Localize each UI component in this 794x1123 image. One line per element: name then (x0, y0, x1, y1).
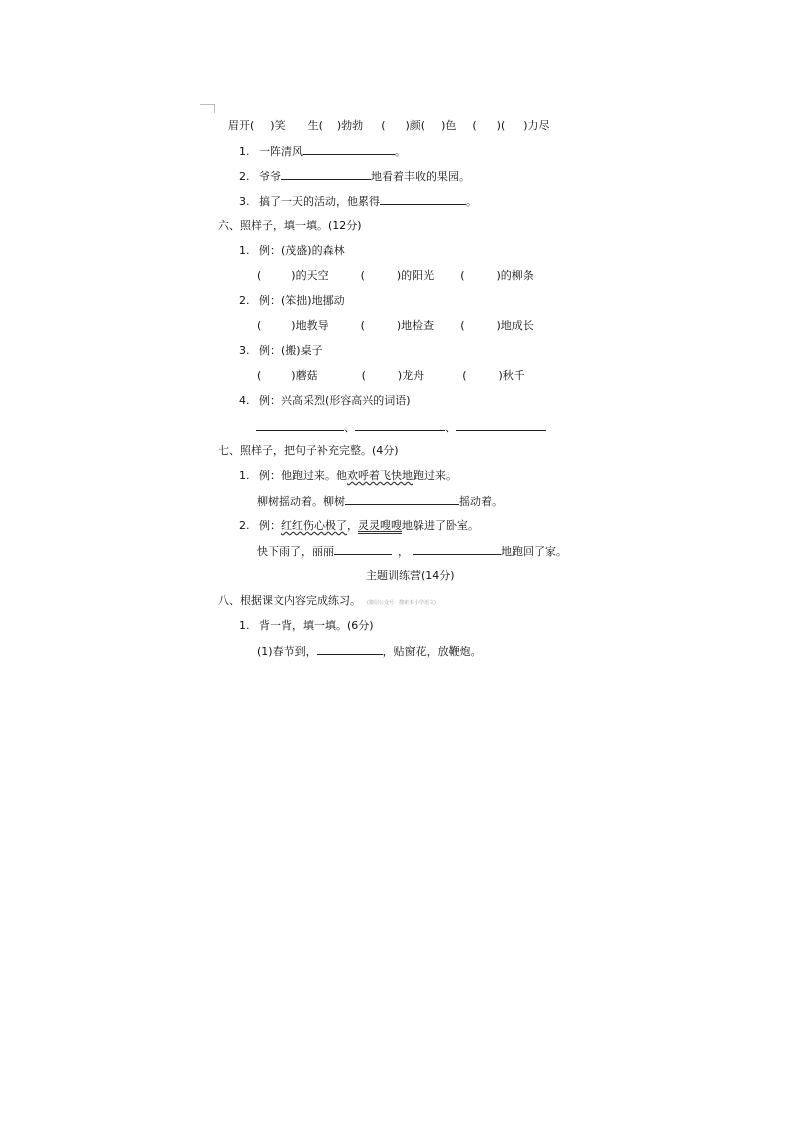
paren: ( (360, 319, 365, 332)
paren: ( (460, 269, 465, 282)
answer-blank[interactable] (303, 144, 395, 155)
example-underlined: 灵灵嗖嗖 (358, 519, 402, 532)
s7-q1-fill (257, 494, 503, 509)
answer-blank[interactable] (334, 544, 392, 555)
phrase: )的柳条 (496, 269, 534, 282)
idiom-part: )笑 (270, 119, 286, 132)
phrase: )龙舟 (397, 369, 425, 382)
section-8-title: 八、根据课文内容完成练习。 (218, 594, 361, 607)
s6-q4-blanks (256, 420, 546, 435)
section-6-title: 六、照样子，填一填。(12分) (218, 219, 362, 232)
theme-heading: 主题训练营(14分) (366, 569, 455, 582)
s7-q2-fill (257, 544, 567, 559)
idiom-part: 生( (307, 119, 323, 132)
s6-q1-example (239, 244, 345, 258)
item-number: 1. (239, 469, 250, 482)
idiom-part: 眉开( (228, 119, 255, 132)
idiom-part: )勃勃 (336, 119, 364, 132)
item-text: 快下雨了，丽丽 (257, 545, 334, 558)
item-text: (1)春节到， (257, 645, 317, 658)
s6-q3-blanks (257, 369, 525, 383)
example-text: 例：(茂盛)的森林 (259, 244, 345, 257)
item-text: ，贴窗花，放鞭炮。 (382, 645, 482, 658)
paren: ( (257, 269, 262, 282)
answer-blank[interactable] (345, 494, 459, 505)
paren: ( (462, 369, 467, 382)
s8-q1-sub1 (257, 644, 482, 659)
phrase: )蘑菇 (291, 369, 318, 382)
answer-blank[interactable] (413, 544, 501, 555)
answer-blank[interactable] (256, 420, 344, 431)
example-text: 例：(搬)桌子 (259, 344, 323, 357)
phrase: )地成长 (496, 319, 534, 332)
item-number: 4. (239, 394, 250, 407)
answer-blank[interactable] (380, 194, 466, 205)
example-underlined: 欢呼着飞快地 (347, 469, 413, 482)
phrase: )秋千 (498, 369, 525, 382)
item-text: ， (398, 545, 409, 558)
example-text: 例：兴高采烈(形容高兴的词语) (259, 394, 411, 407)
idiom-part: )力尽 (523, 119, 550, 132)
q5-item-3 (239, 194, 477, 209)
answer-blank[interactable] (355, 420, 445, 431)
phrase: )的阳光 (396, 269, 435, 282)
answer-blank[interactable] (281, 169, 371, 180)
example-text: 例：(笨拙)地挪动 (259, 294, 345, 307)
item-number: 3. (239, 344, 250, 357)
idiom-part: ( (472, 119, 477, 132)
item-text: 一阵清风 (259, 145, 303, 158)
item-text: 。 (395, 145, 406, 158)
answer-blank[interactable] (317, 644, 383, 655)
item-text: 地看着丰收的果园。 (371, 170, 470, 183)
idiom-part: )色 (441, 119, 457, 132)
item-text: 摇动着。 (459, 495, 503, 508)
section-7-title: 七、照样子，把句子补充完整。(4分) (218, 444, 399, 457)
example-text: 地躲进了卧室。 (402, 519, 479, 532)
s8-q1 (239, 619, 374, 633)
section-8-title-row (218, 594, 436, 610)
item-text: 地跑回了家。 (501, 545, 567, 558)
paren: ( (361, 369, 366, 382)
example-text: 例：他跑过来。他 (259, 469, 347, 482)
item-text: 搞了一天的活动，他累得 (259, 195, 380, 208)
watermark-note: (微信公众号：搜索本小学语文) (367, 600, 436, 606)
s7-q2-example (239, 519, 479, 533)
idiom-row (228, 119, 550, 133)
phrase: )的天空 (291, 269, 329, 282)
q5-item-2 (239, 169, 470, 184)
item-number: 2. (239, 170, 250, 183)
paren: ( (257, 369, 262, 382)
item-text: 背一背，填一填。(6分) (259, 619, 374, 632)
separator: 、 (445, 421, 456, 434)
item-number: 2. (239, 294, 250, 307)
example-underlined: 红红伤心极了 (281, 519, 347, 532)
phrase: )地检查 (396, 319, 435, 332)
s6-q2-blanks (257, 319, 534, 333)
idiom-part: )( (496, 119, 506, 132)
separator: 、 (344, 421, 355, 434)
item-text: 柳树摇动着。柳树 (257, 495, 345, 508)
item-number: 3. (239, 195, 250, 208)
item-number: 1. (239, 244, 250, 257)
item-number: 1. (239, 619, 250, 632)
paren: ( (460, 319, 465, 332)
idiom-part: )颜( (405, 119, 426, 132)
s6-q4-example (239, 394, 411, 408)
paren: ( (360, 269, 365, 282)
q5-item-1 (239, 144, 406, 159)
example-text: 跑过来。 (413, 469, 457, 482)
item-number: 1. (239, 145, 250, 158)
item-text: 。 (466, 195, 477, 208)
idiom-part: ( (381, 119, 386, 132)
s6-q1-blanks (257, 269, 534, 283)
s6-q2-example (239, 294, 345, 308)
example-text: ， (347, 519, 358, 532)
phrase: )地教导 (291, 319, 329, 332)
example-text: 例： (259, 519, 281, 532)
item-text: 爷爷 (259, 170, 281, 183)
page-corner-mark (200, 104, 215, 113)
s7-q1-example (239, 469, 457, 483)
s6-q3-example (239, 344, 323, 358)
paren: ( (257, 319, 262, 332)
item-number: 2. (239, 519, 250, 532)
answer-blank[interactable] (456, 420, 546, 431)
